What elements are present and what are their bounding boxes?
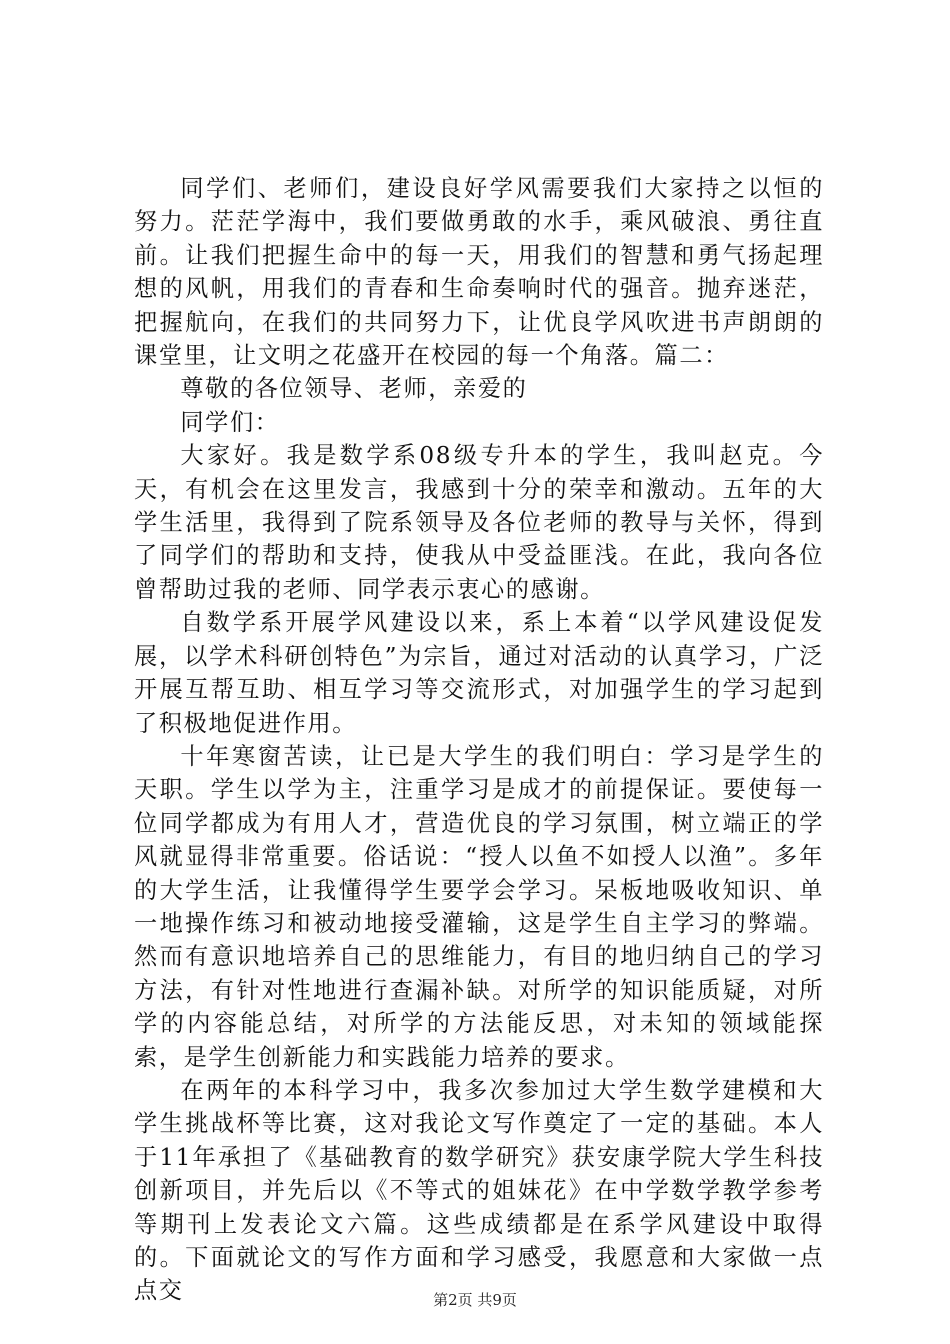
document-body bbox=[134, 172, 824, 1308]
paragraph: 同学们、老师们，建设良好学风需要我们大家持之以恒的努力。茫茫学海中，我们要做勇敢的水手，乘风破浪、勇往直前。让我们把握生命中的每一天，用我们的智慧和勇气扬起理想的风帆，用我们的青春和生命奏响时代的强音。抛弃迷茫，把握航向，在我们的共同努力下，让优良学风吹进书声朗朗的课堂里，让文明之花盛开在校园的每一个角落。篇二： bbox=[134, 175, 824, 370]
paragraph: 十年寒窗苦读，让已是大学生的我们明白：学习是学生的天职。学生以学为主，注重学习是成才的前提保证。要使每一位同学都成为有用人才，营造优良的学习氛围，树立端正的学风就显得非常重要。俗话说：“授人以鱼不如授人以渔”。多年的大学生活，让我懂得学生要学会学习。呆板地吸收知识、单一地操作练习和被动地接受灌输，这是学生自主学习的弊端。然而有意识地培养自己的思维能力，有目的地归纳自己的学习方法，有针对性地进行查漏补缺。对所学的知识能质疑，对所学的内容能总结，对所学的方法能反思，对未知的领域能探索，是学生创新能力和实践能力培养的要求。 bbox=[134, 742, 824, 1071]
paragraph: 在两年的本科学习中，我多次参加过大学生数学建模和大学生挑战杯等比赛，这对我论文写作奠定了一定的基础。本人于11年承担了《基础教育的数学研究》获安康学院大学生科技创新项目，并先后以《不等式的姐妹花》在中学数学教学参考等期刊上发表论文六篇。这些成绩都是在系学风建设中取得的。下面就论文的写作方面和学习感受，我愿意和大家做一点点交 bbox=[134, 1076, 824, 1305]
paragraph: 自数学系开展学风建设以来，系上本着“以学风建设促发展，以学术科研创特色”为宗旨，通过对活动的认真学习，广泛开展互帮互助、相互学习等交流形式，对加强学生的学习起到了积极地促进作用。 bbox=[134, 609, 824, 737]
paragraph: 尊敬的各位领导、老师，亲爱的 bbox=[180, 375, 528, 403]
paragraph: 同学们： bbox=[180, 408, 280, 436]
paragraph: 大家好。我是数学系08级专升本的学生，我叫赵克。今天，有机会在这里发言，我感到十分的荣幸和激动。五年的大学生活里，我得到了院系领导及各位老师的教导与关怀，得到了同学们的帮助和支持，使我从中受益匪浅。在此，我向各位曾帮助过我的老师、同学表示衷心的感谢。 bbox=[134, 442, 824, 603]
page-footer: 第2页 共9页 bbox=[433, 1291, 517, 1309]
